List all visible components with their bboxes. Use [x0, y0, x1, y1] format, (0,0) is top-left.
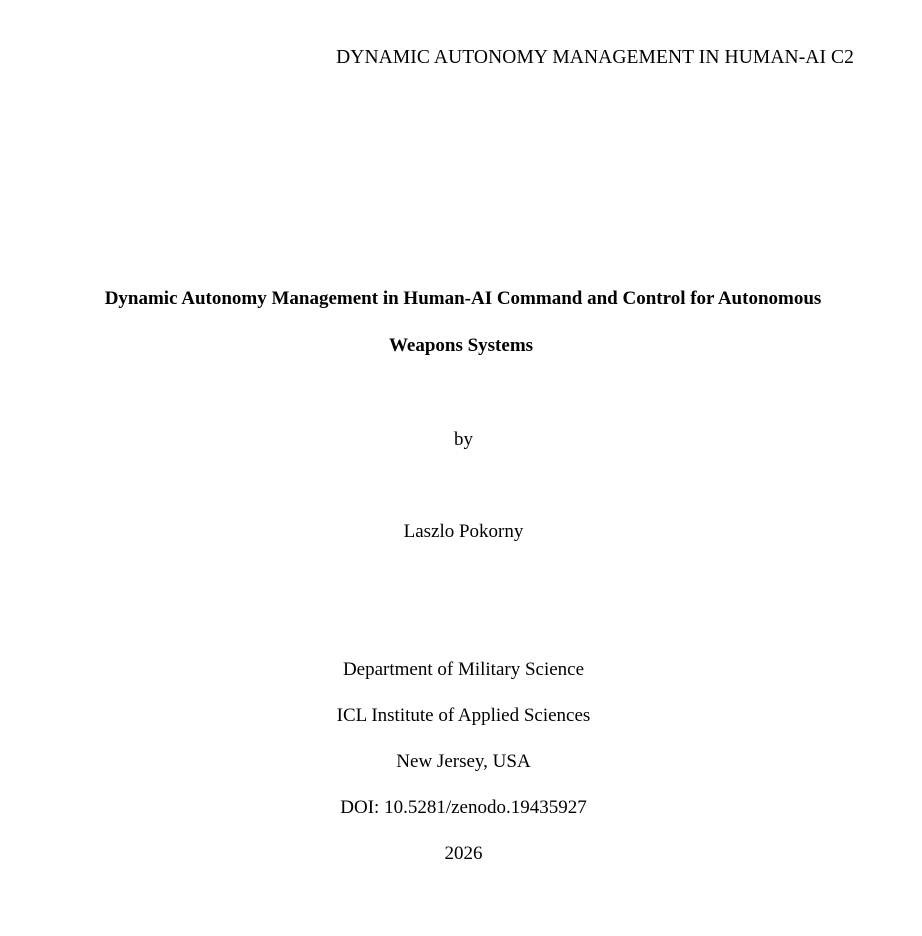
institute: ICL Institute of Applied Sciences — [336, 705, 591, 726]
running-head: DYNAMIC AUTONOMY MANAGEMENT IN HUMAN-AI C2 — [336, 47, 854, 68]
doi: DOI: 10.5281/zenodo.19435927 — [340, 797, 587, 818]
byline: by — [454, 429, 473, 450]
author-name: Laszlo Pokorny — [403, 521, 524, 542]
publication-year: 2026 — [444, 843, 483, 864]
location: New Jersey, USA — [396, 751, 531, 772]
title-line-2: Weapons Systems — [388, 335, 534, 356]
department: Department of Military Science — [342, 659, 585, 680]
title-line-1: Dynamic Autonomy Management in Human-AI Command and Control for Autonomous — [104, 288, 822, 309]
